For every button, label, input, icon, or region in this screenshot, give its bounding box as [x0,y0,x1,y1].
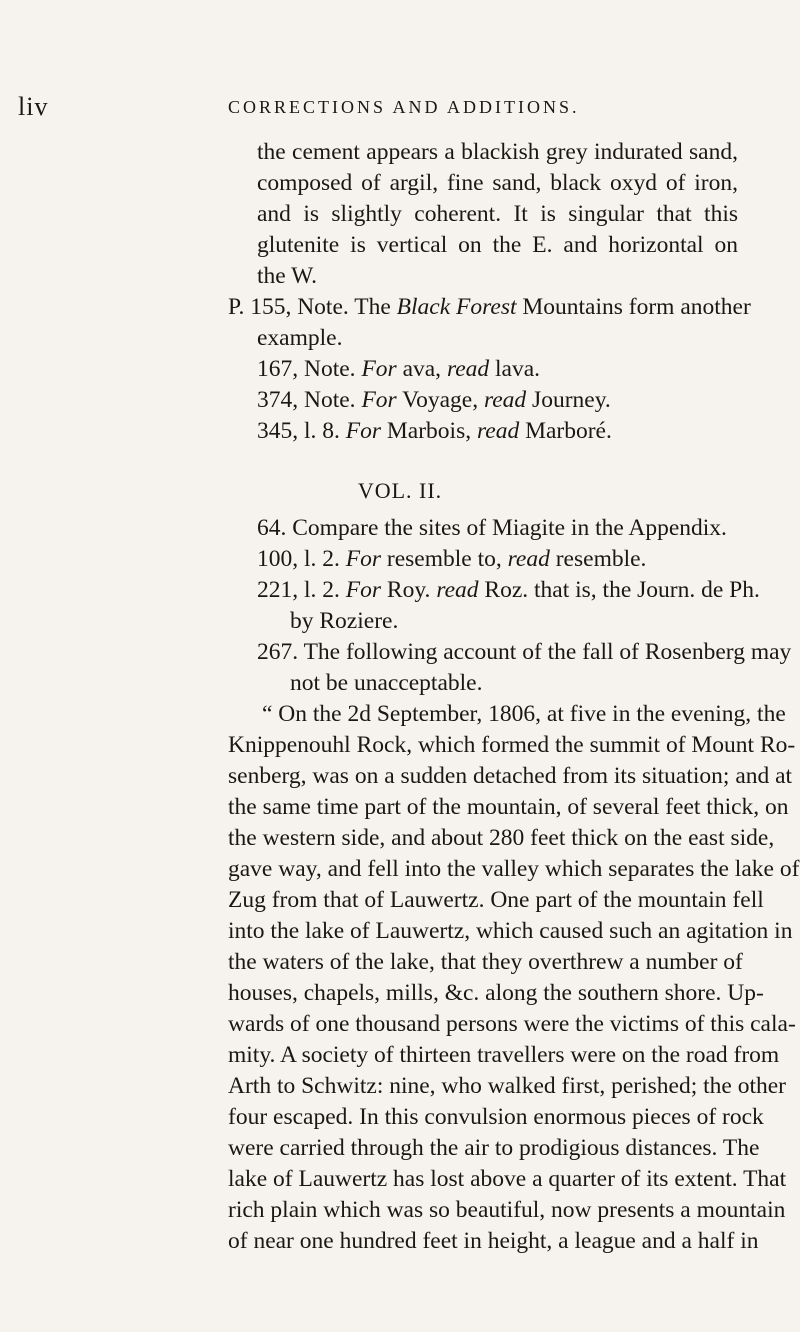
quote-line: lake of Lauwertz has lost above a quarter of its extent. That [228,1166,787,1192]
quote-line: wards of one thousand persons were the victims of this cala- [228,1011,796,1037]
text-line: glutenite is vertical on the E. and horizontal on [257,232,738,258]
text-line: the cement appears a blackish grey indurated sand, [257,139,738,165]
text-line: composed of argil, fine sand, black oxyd of iron, [257,170,738,196]
quote-line: four escaped. In this convulsion enormous pieces of rock [228,1104,764,1130]
erratum-221: 221, l. 2. For Roy. read Roz. that is, the Journ. de Ph. [257,577,760,603]
erratum-64: 64. Compare the sites of Miagite in the Appendix. [257,515,727,541]
running-head: CORRECTIONS AND ADDITIONS. [228,97,580,117]
quote-line: the same time part of the mountain, of several feet thick, on [228,794,789,820]
erratum-p167: 167, Note. For ava, read lava. [257,356,541,382]
text-line: the W. [257,263,318,289]
quote-line: gave way, and fell into the valley which separates the lake of [228,856,800,882]
quote-line: into the lake of Lauwertz, which caused such an agitation in [228,918,793,944]
erratum-100: 100, l. 2. For resemble to, read resemble. [257,546,647,572]
text-line: not be unacceptable. [290,670,483,696]
text-line: example. [257,325,343,351]
quote-line: houses, chapels, mills, &c. along the southern shore. Up- [228,980,764,1006]
quote-line: mity. A society of thirteen travellers were on the road from [228,1042,780,1068]
quote-line: were carried through the air to prodigious distances. The [228,1135,760,1161]
quote-line: senberg, was on a sudden detached from its situation; and at [228,763,793,789]
volume-heading: VOL. II. [357,478,443,503]
erratum-p155: P. 155, Note. The Black Forest Mountains form another [228,294,751,320]
text-line: by Roziere. [290,608,399,634]
quote-line: Zug from that of Lauwertz. One part of the mountain fell [228,887,764,913]
erratum-p374: 374, Note. For Voyage, read Journey. [257,387,611,413]
text-line: and is slightly coherent. It is singular that this [257,201,738,227]
quote-line: the waters of the lake, that they overthrew a number of [228,949,743,975]
quote-line: Knippenouhl Rock, which formed the summit of Mount Ro- [228,732,796,758]
quote-line: Arth to Schwitz: nine, who walked first, perished; the other [228,1073,786,1099]
quote-line: of near one hundred feet in height, a league and a half in [228,1228,759,1254]
quote-line: rich plain which was so beautiful, now presents a mountain [228,1197,786,1223]
page-number: liv [18,92,49,121]
erratum-p345: 345, l. 8. For Marbois, read Marboré. [257,418,612,444]
quote-line: the western side, and about 280 feet thick on the east side, [228,825,775,851]
erratum-267: 267. The following account of the fall of Rosenberg may [257,639,792,665]
quote-line: “ On the 2d September, 1806, at five in the evening, the [262,701,786,727]
